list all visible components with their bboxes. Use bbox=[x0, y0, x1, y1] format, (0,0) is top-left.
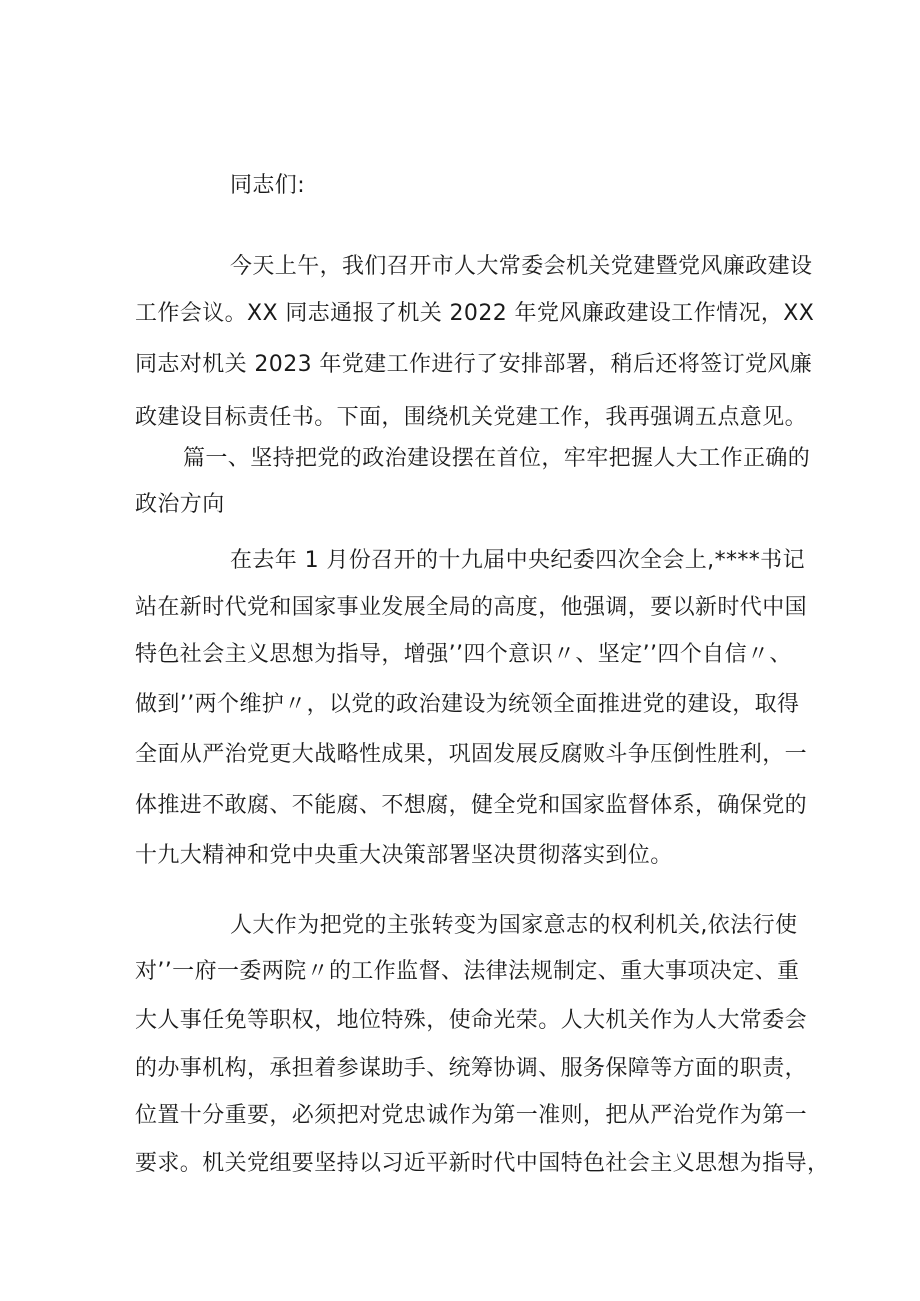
paragraph-3-line-2: 站在新时代党和国家事业发展全局的高度，他强调，要以新时代中国 bbox=[135, 595, 808, 620]
paragraph-4-line-3: 大人事任免等职权，地位特殊，使命光荣。人大机关作为人大常委会 bbox=[135, 1008, 808, 1033]
section-heading-line-1: 篇一、坚持把党的政治建设摆在首位，牢牢把握人大工作正确的 bbox=[183, 446, 811, 471]
paragraph-1-line-2: 工作会议。XX 同志通报了机关 2022 年党风廉政建设工作情况，XX bbox=[135, 301, 815, 326]
paragraph-4-line-5: 位置十分重要，必须把对党忠诚作为第一准则，把从严治党作为第一 bbox=[135, 1103, 808, 1128]
paragraph-3-line-7: 十九大精神和党中央重大决策部署坚决贯彻落实到位。 bbox=[135, 843, 673, 868]
paragraph-4-line-1: 人大作为把党的主张转变为国家意志的权利机关,依法行使 bbox=[230, 913, 798, 938]
paragraph-3-line-1: 在去年 1 月份召开的十九届中央纪委四次全会上,****书记 bbox=[230, 548, 805, 573]
paragraph-1-line-4: 政建设目标责任书。下面，围绕机关党建工作，我再强调五点意见。 bbox=[135, 405, 808, 430]
paragraph-3-line-5: 全面从严治党更大战略性成果，巩固发展反腐败斗争压倒性胜利，一 bbox=[135, 742, 808, 767]
paragraph-4-line-2: 对’’一府一委两院〃的工作监督、法律法规制定、重大事项决定、重 bbox=[135, 959, 800, 984]
paragraph-3-line-3: 特色社会主义思想为指导，增强’’四个意识〃、坚定’’四个自信〃、 bbox=[135, 642, 792, 667]
section-heading-line-2: 政治方向 bbox=[135, 492, 225, 517]
paragraph-1-line-1: 今天上午，我们召开市人大常委会机关党建暨党风廉政建设 bbox=[230, 254, 813, 279]
paragraph-3-line-4: 做到’’两个维护〃，以党的政治建设为统领全面推进党的建设，取得 bbox=[135, 692, 800, 717]
paragraph-3-line-6: 体推进不敢腐、不能腐、不想腐，健全党和国家监督体系，确保党的 bbox=[135, 793, 808, 818]
paragraph-4-line-4: 的办事机构，承担着参谋助手、统筹协调、服务保障等方面的职责， bbox=[135, 1056, 808, 1081]
paragraph-4-line-6: 要求。机关党组要坚持以习近平新时代中国特色社会主义思想为指导， bbox=[135, 1151, 830, 1176]
paragraph-1-line-3: 同志对机关 2023 年党建工作进行了安排部署，稍后还将签订党风廉 bbox=[135, 352, 813, 377]
salutation: 同志们: bbox=[230, 173, 306, 198]
